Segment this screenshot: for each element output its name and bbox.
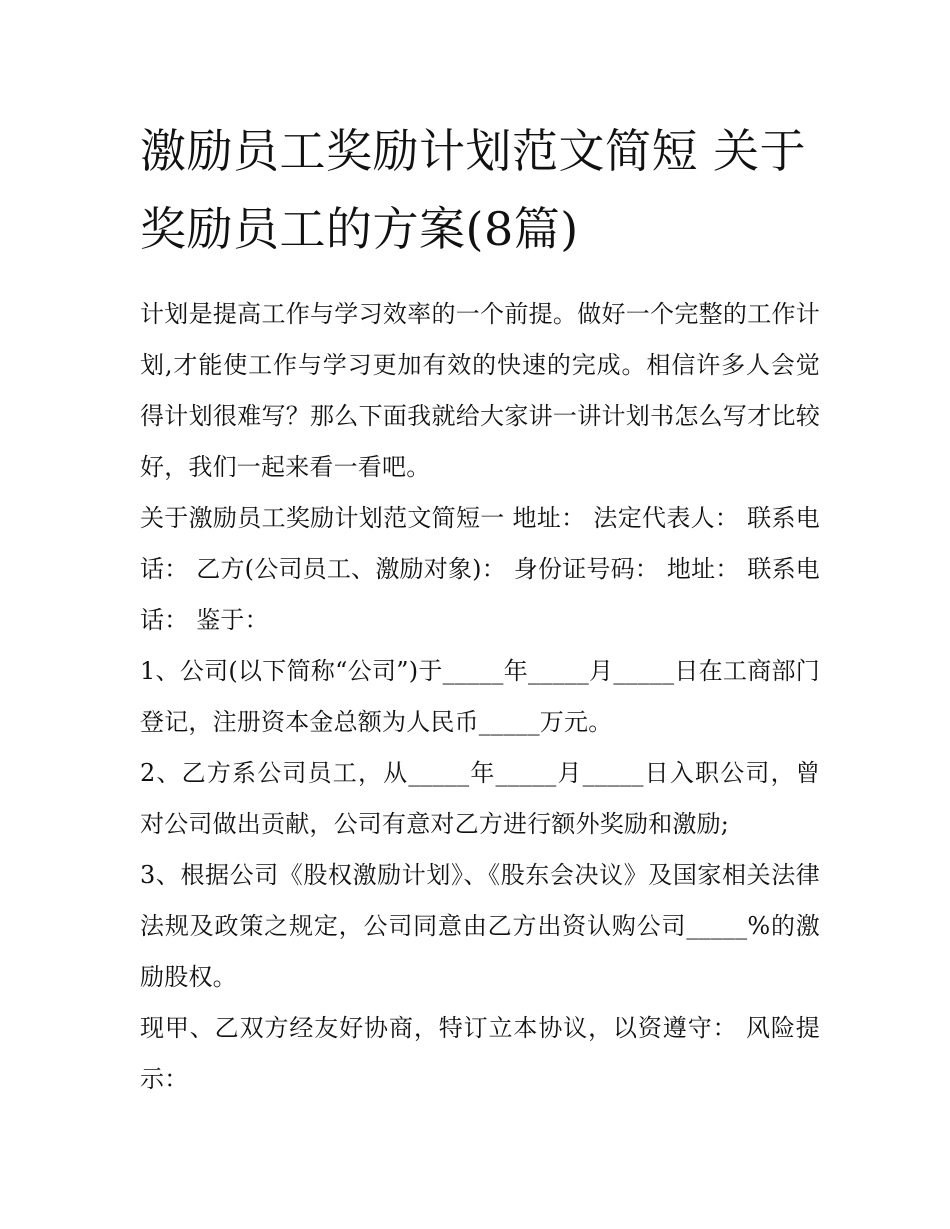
clause-3-paragraph: 3、根据公司《股权激励计划》、《股东会决议》及国家相关法律法规及政策之规定，公司同意由乙方出资认购公司_____%的激励股权。 <box>140 861 820 991</box>
document-page <box>140 112 820 1105</box>
clause-1-paragraph: 1、公司(以下简称“公司”)于_____年_____月_____日在工商部门登记，注册资本金总额为人民币_____万元。 <box>140 657 820 736</box>
document-title: 激励员工奖励计划范文简短 关于奖励员工的方案(8篇) <box>140 124 807 256</box>
document-body <box>140 289 820 1105</box>
clause-2-paragraph: 2、乙方系公司员工，从_____年_____月_____日入职公司，曾对公司做出贡献，公司有意对乙方进行额外奖励和激励; <box>140 759 820 838</box>
parties-paragraph: 关于激励员工奖励计划范文简短一 地址： 法定代表人： 联系电话： 乙方(公司员工、激励对象)： 身份证号码： 地址： 联系电话： 鉴于： <box>140 504 820 634</box>
agreement-paragraph: 现甲、乙双方经友好协商，特订立本协议，以资遵守： 风险提示： <box>140 1014 820 1093</box>
intro-paragraph: 计划是提高工作与学习效率的一个前提。做好一个完整的工作计划,才能使工作与学习更加有效的快速的完成。相信许多人会觉得计划很难写？那么下面我就给大家讲一讲计划书怎么写才比较好，我们一起来看一看吧。 <box>140 300 820 481</box>
